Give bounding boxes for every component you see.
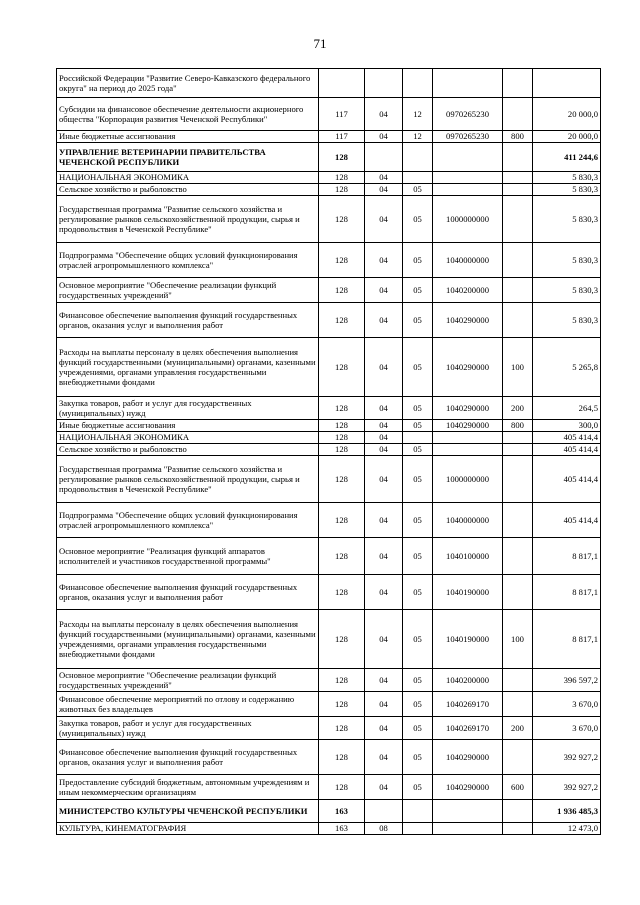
cell-name: Подпрограмма "Обеспечение общих условий функционирования отраслей агропромышленного комплекса" bbox=[57, 503, 319, 538]
cell-gr: 128 bbox=[319, 692, 365, 717]
cell-cs: 1000000000 bbox=[433, 196, 503, 243]
cell-cs: 1040269170 bbox=[433, 717, 503, 740]
cell-sum: 392 927,2 bbox=[533, 775, 601, 800]
cell-sum: 392 927,2 bbox=[533, 740, 601, 775]
table-row bbox=[57, 143, 601, 172]
cell-name: Государственная программа "Развитие сельского хозяйства и регулирование рынков сельскохозяйственной продукции, сырья и продовольствия в Чеченской Республике" bbox=[57, 196, 319, 243]
cell-pr: 12 bbox=[403, 98, 433, 131]
table-row bbox=[57, 420, 601, 432]
cell-cs: 1040290000 bbox=[433, 397, 503, 420]
cell-gr: 128 bbox=[319, 610, 365, 669]
table-row bbox=[57, 740, 601, 775]
table-row bbox=[57, 610, 601, 669]
cell-rz: 04 bbox=[365, 338, 403, 397]
cell-vr bbox=[503, 184, 533, 196]
cell-cs bbox=[433, 823, 503, 835]
table-row bbox=[57, 692, 601, 717]
cell-name: Иные бюджетные ассигнования bbox=[57, 420, 319, 432]
cell-pr bbox=[403, 172, 433, 184]
cell-sum: 405 414,4 bbox=[533, 503, 601, 538]
cell-gr: 128 bbox=[319, 456, 365, 503]
table-row bbox=[57, 800, 601, 823]
cell-sum: 396 597,2 bbox=[533, 669, 601, 692]
cell-vr bbox=[503, 172, 533, 184]
table-row bbox=[57, 717, 601, 740]
cell-vr bbox=[503, 143, 533, 172]
cell-pr: 05 bbox=[403, 456, 433, 503]
cell-pr: 05 bbox=[403, 243, 433, 278]
cell-vr bbox=[503, 69, 533, 98]
cell-rz: 04 bbox=[365, 432, 403, 444]
cell-gr: 128 bbox=[319, 740, 365, 775]
cell-vr: 600 bbox=[503, 775, 533, 800]
cell-gr: 128 bbox=[319, 278, 365, 303]
cell-pr: 05 bbox=[403, 717, 433, 740]
cell-cs bbox=[433, 143, 503, 172]
cell-rz: 08 bbox=[365, 823, 403, 835]
table-row bbox=[57, 184, 601, 196]
table-body bbox=[57, 69, 601, 835]
cell-name: УПРАВЛЕНИЕ ВЕТЕРИНАРИИ ПРАВИТЕЛЬСТВА ЧЕЧЕНСКОЙ РЕСПУБЛИКИ bbox=[57, 143, 319, 172]
cell-sum: 3 670,0 bbox=[533, 717, 601, 740]
cell-vr bbox=[503, 432, 533, 444]
table-row bbox=[57, 823, 601, 835]
cell-name: Сельское хозяйство и рыболовство bbox=[57, 184, 319, 196]
cell-name: Финансовое обеспечение выполнения функций государственных органов, оказания услуг и выполнения работ bbox=[57, 740, 319, 775]
cell-vr: 100 bbox=[503, 338, 533, 397]
cell-vr bbox=[503, 575, 533, 610]
cell-name: Сельское хозяйство и рыболовство bbox=[57, 444, 319, 456]
cell-cs: 0970265230 bbox=[433, 131, 503, 143]
cell-pr: 05 bbox=[403, 610, 433, 669]
cell-sum: 8 817,1 bbox=[533, 575, 601, 610]
cell-rz: 04 bbox=[365, 397, 403, 420]
cell-gr: 128 bbox=[319, 538, 365, 575]
cell-pr: 05 bbox=[403, 503, 433, 538]
cell-gr: 163 bbox=[319, 800, 365, 823]
cell-sum: 5 830,3 bbox=[533, 196, 601, 243]
cell-sum: 8 817,1 bbox=[533, 538, 601, 575]
cell-name: Российской Федерации "Развитие Северо-Кавказского федерального округа" на период до 2025 года" bbox=[57, 69, 319, 98]
cell-pr: 05 bbox=[403, 338, 433, 397]
cell-rz bbox=[365, 143, 403, 172]
cell-pr bbox=[403, 143, 433, 172]
cell-pr: 05 bbox=[403, 444, 433, 456]
cell-name: Закупка товаров, работ и услуг для государственных (муниципальных) нужд bbox=[57, 397, 319, 420]
cell-sum: 5 830,3 bbox=[533, 172, 601, 184]
cell-sum: 411 244,6 bbox=[533, 143, 601, 172]
cell-cs bbox=[433, 184, 503, 196]
cell-name: Расходы на выплаты персоналу в целях обеспечения выполнения функций государственными (муниципальными) органами, казенными учреждениями, органами управления государственными внебюджетными фондами bbox=[57, 338, 319, 397]
cell-pr: 05 bbox=[403, 278, 433, 303]
cell-sum: 300,0 bbox=[533, 420, 601, 432]
cell-rz: 04 bbox=[365, 131, 403, 143]
cell-name: Расходы на выплаты персоналу в целях обеспечения выполнения функций государственными (муниципальными) органами, казенными учреждениями, органами управления государственными внебюджетными фондами bbox=[57, 610, 319, 669]
cell-sum: 264,5 bbox=[533, 397, 601, 420]
page-number: 71 bbox=[313, 36, 327, 51]
cell-gr: 128 bbox=[319, 397, 365, 420]
cell-vr bbox=[503, 692, 533, 717]
cell-cs: 0970265230 bbox=[433, 98, 503, 131]
cell-vr bbox=[503, 444, 533, 456]
cell-rz: 04 bbox=[365, 503, 403, 538]
cell-vr: 200 bbox=[503, 397, 533, 420]
cell-sum: 5 830,3 bbox=[533, 184, 601, 196]
cell-cs: 1040200000 bbox=[433, 669, 503, 692]
cell-sum: 405 414,4 bbox=[533, 432, 601, 444]
cell-name: Субсидии на финансовое обеспечение деятельности акционерного общества "Корпорация развития Чеченской Республики" bbox=[57, 98, 319, 131]
cell-rz bbox=[365, 69, 403, 98]
cell-rz: 04 bbox=[365, 717, 403, 740]
cell-name: Основное мероприятие "Реализация функций аппаратов исполнителей и участников государственной программы" bbox=[57, 538, 319, 575]
cell-rz: 04 bbox=[365, 444, 403, 456]
cell-name: Предоставление субсидий бюджетным, автономным учреждениям и иным некоммерческим организациям bbox=[57, 775, 319, 800]
cell-sum: 5 265,8 bbox=[533, 338, 601, 397]
cell-cs: 1000000000 bbox=[433, 456, 503, 503]
cell-gr: 128 bbox=[319, 575, 365, 610]
cell-vr bbox=[503, 503, 533, 538]
cell-gr: 128 bbox=[319, 243, 365, 278]
cell-cs: 1040190000 bbox=[433, 575, 503, 610]
cell-vr bbox=[503, 456, 533, 503]
cell-cs: 1040290000 bbox=[433, 775, 503, 800]
cell-gr: 128 bbox=[319, 196, 365, 243]
cell-pr bbox=[403, 800, 433, 823]
cell-rz: 04 bbox=[365, 303, 403, 338]
cell-name: Основное мероприятие "Обеспечение реализации функций государственных учреждений" bbox=[57, 278, 319, 303]
cell-cs: 1040200000 bbox=[433, 278, 503, 303]
cell-gr bbox=[319, 69, 365, 98]
table-row bbox=[57, 338, 601, 397]
cell-cs bbox=[433, 432, 503, 444]
cell-sum: 1 936 485,3 bbox=[533, 800, 601, 823]
cell-sum: 5 830,3 bbox=[533, 278, 601, 303]
cell-pr: 05 bbox=[403, 692, 433, 717]
cell-cs: 1040000000 bbox=[433, 503, 503, 538]
cell-pr: 05 bbox=[403, 397, 433, 420]
cell-rz: 04 bbox=[365, 98, 403, 131]
cell-pr bbox=[403, 69, 433, 98]
cell-pr: 05 bbox=[403, 538, 433, 575]
cell-name: Государственная программа "Развитие сельского хозяйства и регулирование рынков сельскохозяйственной продукции, сырья и продовольствия в Чеченской Республике" bbox=[57, 456, 319, 503]
cell-gr: 128 bbox=[319, 444, 365, 456]
cell-gr: 128 bbox=[319, 172, 365, 184]
table-row bbox=[57, 538, 601, 575]
cell-cs: 1040100000 bbox=[433, 538, 503, 575]
cell-rz: 04 bbox=[365, 243, 403, 278]
cell-rz bbox=[365, 800, 403, 823]
table-row bbox=[57, 98, 601, 131]
cell-vr bbox=[503, 196, 533, 243]
cell-pr: 05 bbox=[403, 575, 433, 610]
cell-gr: 128 bbox=[319, 503, 365, 538]
cell-pr bbox=[403, 823, 433, 835]
table-row bbox=[57, 303, 601, 338]
cell-gr: 128 bbox=[319, 338, 365, 397]
cell-cs: 1040290000 bbox=[433, 303, 503, 338]
cell-gr: 128 bbox=[319, 184, 365, 196]
budget-table bbox=[56, 68, 601, 835]
cell-pr: 05 bbox=[403, 775, 433, 800]
cell-cs bbox=[433, 800, 503, 823]
cell-pr: 05 bbox=[403, 740, 433, 775]
cell-gr: 117 bbox=[319, 131, 365, 143]
table-row bbox=[57, 775, 601, 800]
cell-name: Иные бюджетные ассигнования bbox=[57, 131, 319, 143]
cell-name: Финансовое обеспечение выполнения функций государственных органов, оказания услуг и выполнения работ bbox=[57, 303, 319, 338]
cell-sum: 405 414,4 bbox=[533, 456, 601, 503]
cell-name: Закупка товаров, работ и услуг для государственных (муниципальных) нужд bbox=[57, 717, 319, 740]
cell-name: МИНИСТЕРСТВО КУЛЬТУРЫ ЧЕЧЕНСКОЙ РЕСПУБЛИКИ bbox=[57, 800, 319, 823]
cell-vr: 100 bbox=[503, 610, 533, 669]
table-row bbox=[57, 397, 601, 420]
cell-sum: 5 830,3 bbox=[533, 243, 601, 278]
cell-vr bbox=[503, 303, 533, 338]
cell-sum: 405 414,4 bbox=[533, 444, 601, 456]
table-row bbox=[57, 172, 601, 184]
cell-rz: 04 bbox=[365, 740, 403, 775]
cell-gr: 117 bbox=[319, 98, 365, 131]
cell-gr: 128 bbox=[319, 775, 365, 800]
cell-rz: 04 bbox=[365, 669, 403, 692]
cell-vr bbox=[503, 823, 533, 835]
cell-vr bbox=[503, 538, 533, 575]
cell-name: КУЛЬТУРА, КИНЕМАТОГРАФИЯ bbox=[57, 823, 319, 835]
cell-vr bbox=[503, 98, 533, 131]
cell-name: НАЦИОНАЛЬНАЯ ЭКОНОМИКА bbox=[57, 172, 319, 184]
cell-gr: 163 bbox=[319, 823, 365, 835]
cell-pr: 12 bbox=[403, 131, 433, 143]
cell-gr: 128 bbox=[319, 432, 365, 444]
cell-sum: 5 830,3 bbox=[533, 303, 601, 338]
cell-vr bbox=[503, 800, 533, 823]
cell-vr bbox=[503, 243, 533, 278]
cell-vr: 200 bbox=[503, 717, 533, 740]
table-row bbox=[57, 456, 601, 503]
table-row bbox=[57, 196, 601, 243]
cell-rz: 04 bbox=[365, 538, 403, 575]
cell-rz: 04 bbox=[365, 172, 403, 184]
cell-cs: 1040269170 bbox=[433, 692, 503, 717]
cell-gr: 128 bbox=[319, 143, 365, 172]
table-row bbox=[57, 444, 601, 456]
cell-cs bbox=[433, 444, 503, 456]
cell-vr bbox=[503, 278, 533, 303]
cell-pr: 05 bbox=[403, 184, 433, 196]
cell-cs: 1040290000 bbox=[433, 338, 503, 397]
cell-rz: 04 bbox=[365, 575, 403, 610]
cell-pr bbox=[403, 432, 433, 444]
cell-cs bbox=[433, 172, 503, 184]
cell-rz: 04 bbox=[365, 420, 403, 432]
cell-vr bbox=[503, 669, 533, 692]
cell-pr: 05 bbox=[403, 196, 433, 243]
cell-pr: 05 bbox=[403, 303, 433, 338]
cell-cs: 1040000000 bbox=[433, 243, 503, 278]
cell-pr: 05 bbox=[403, 669, 433, 692]
cell-rz: 04 bbox=[365, 196, 403, 243]
cell-rz: 04 bbox=[365, 775, 403, 800]
cell-sum: 20 000,0 bbox=[533, 131, 601, 143]
cell-vr: 800 bbox=[503, 131, 533, 143]
table-row bbox=[57, 575, 601, 610]
cell-rz: 04 bbox=[365, 610, 403, 669]
table-row bbox=[57, 278, 601, 303]
cell-cs bbox=[433, 69, 503, 98]
cell-pr: 05 bbox=[403, 420, 433, 432]
cell-name: Основное мероприятие "Обеспечение реализации функций государственных учреждений" bbox=[57, 669, 319, 692]
table-row bbox=[57, 131, 601, 143]
table-row bbox=[57, 432, 601, 444]
cell-cs: 1040190000 bbox=[433, 610, 503, 669]
cell-gr: 128 bbox=[319, 669, 365, 692]
cell-rz: 04 bbox=[365, 184, 403, 196]
cell-name: Подпрограмма "Обеспечение общих условий функционирования отраслей агропромышленного комплекса" bbox=[57, 243, 319, 278]
cell-name: Финансовое обеспечение выполнения функций государственных органов, оказания услуг и выполнения работ bbox=[57, 575, 319, 610]
cell-cs: 1040290000 bbox=[433, 740, 503, 775]
cell-sum: 8 817,1 bbox=[533, 610, 601, 669]
cell-rz: 04 bbox=[365, 456, 403, 503]
table-row bbox=[57, 503, 601, 538]
cell-cs: 1040290000 bbox=[433, 420, 503, 432]
cell-sum bbox=[533, 69, 601, 98]
cell-sum: 3 670,0 bbox=[533, 692, 601, 717]
cell-gr: 128 bbox=[319, 420, 365, 432]
cell-vr: 800 bbox=[503, 420, 533, 432]
table-row bbox=[57, 69, 601, 98]
table-row bbox=[57, 243, 601, 278]
cell-sum: 20 000,0 bbox=[533, 98, 601, 131]
cell-gr: 128 bbox=[319, 717, 365, 740]
cell-name: Финансовое обеспечение мероприятий по отлову и содержанию животных без владельцев bbox=[57, 692, 319, 717]
cell-rz: 04 bbox=[365, 692, 403, 717]
cell-rz: 04 bbox=[365, 278, 403, 303]
cell-sum: 12 473,0 bbox=[533, 823, 601, 835]
cell-gr: 128 bbox=[319, 303, 365, 338]
cell-name: НАЦИОНАЛЬНАЯ ЭКОНОМИКА bbox=[57, 432, 319, 444]
table-row bbox=[57, 669, 601, 692]
cell-vr bbox=[503, 740, 533, 775]
